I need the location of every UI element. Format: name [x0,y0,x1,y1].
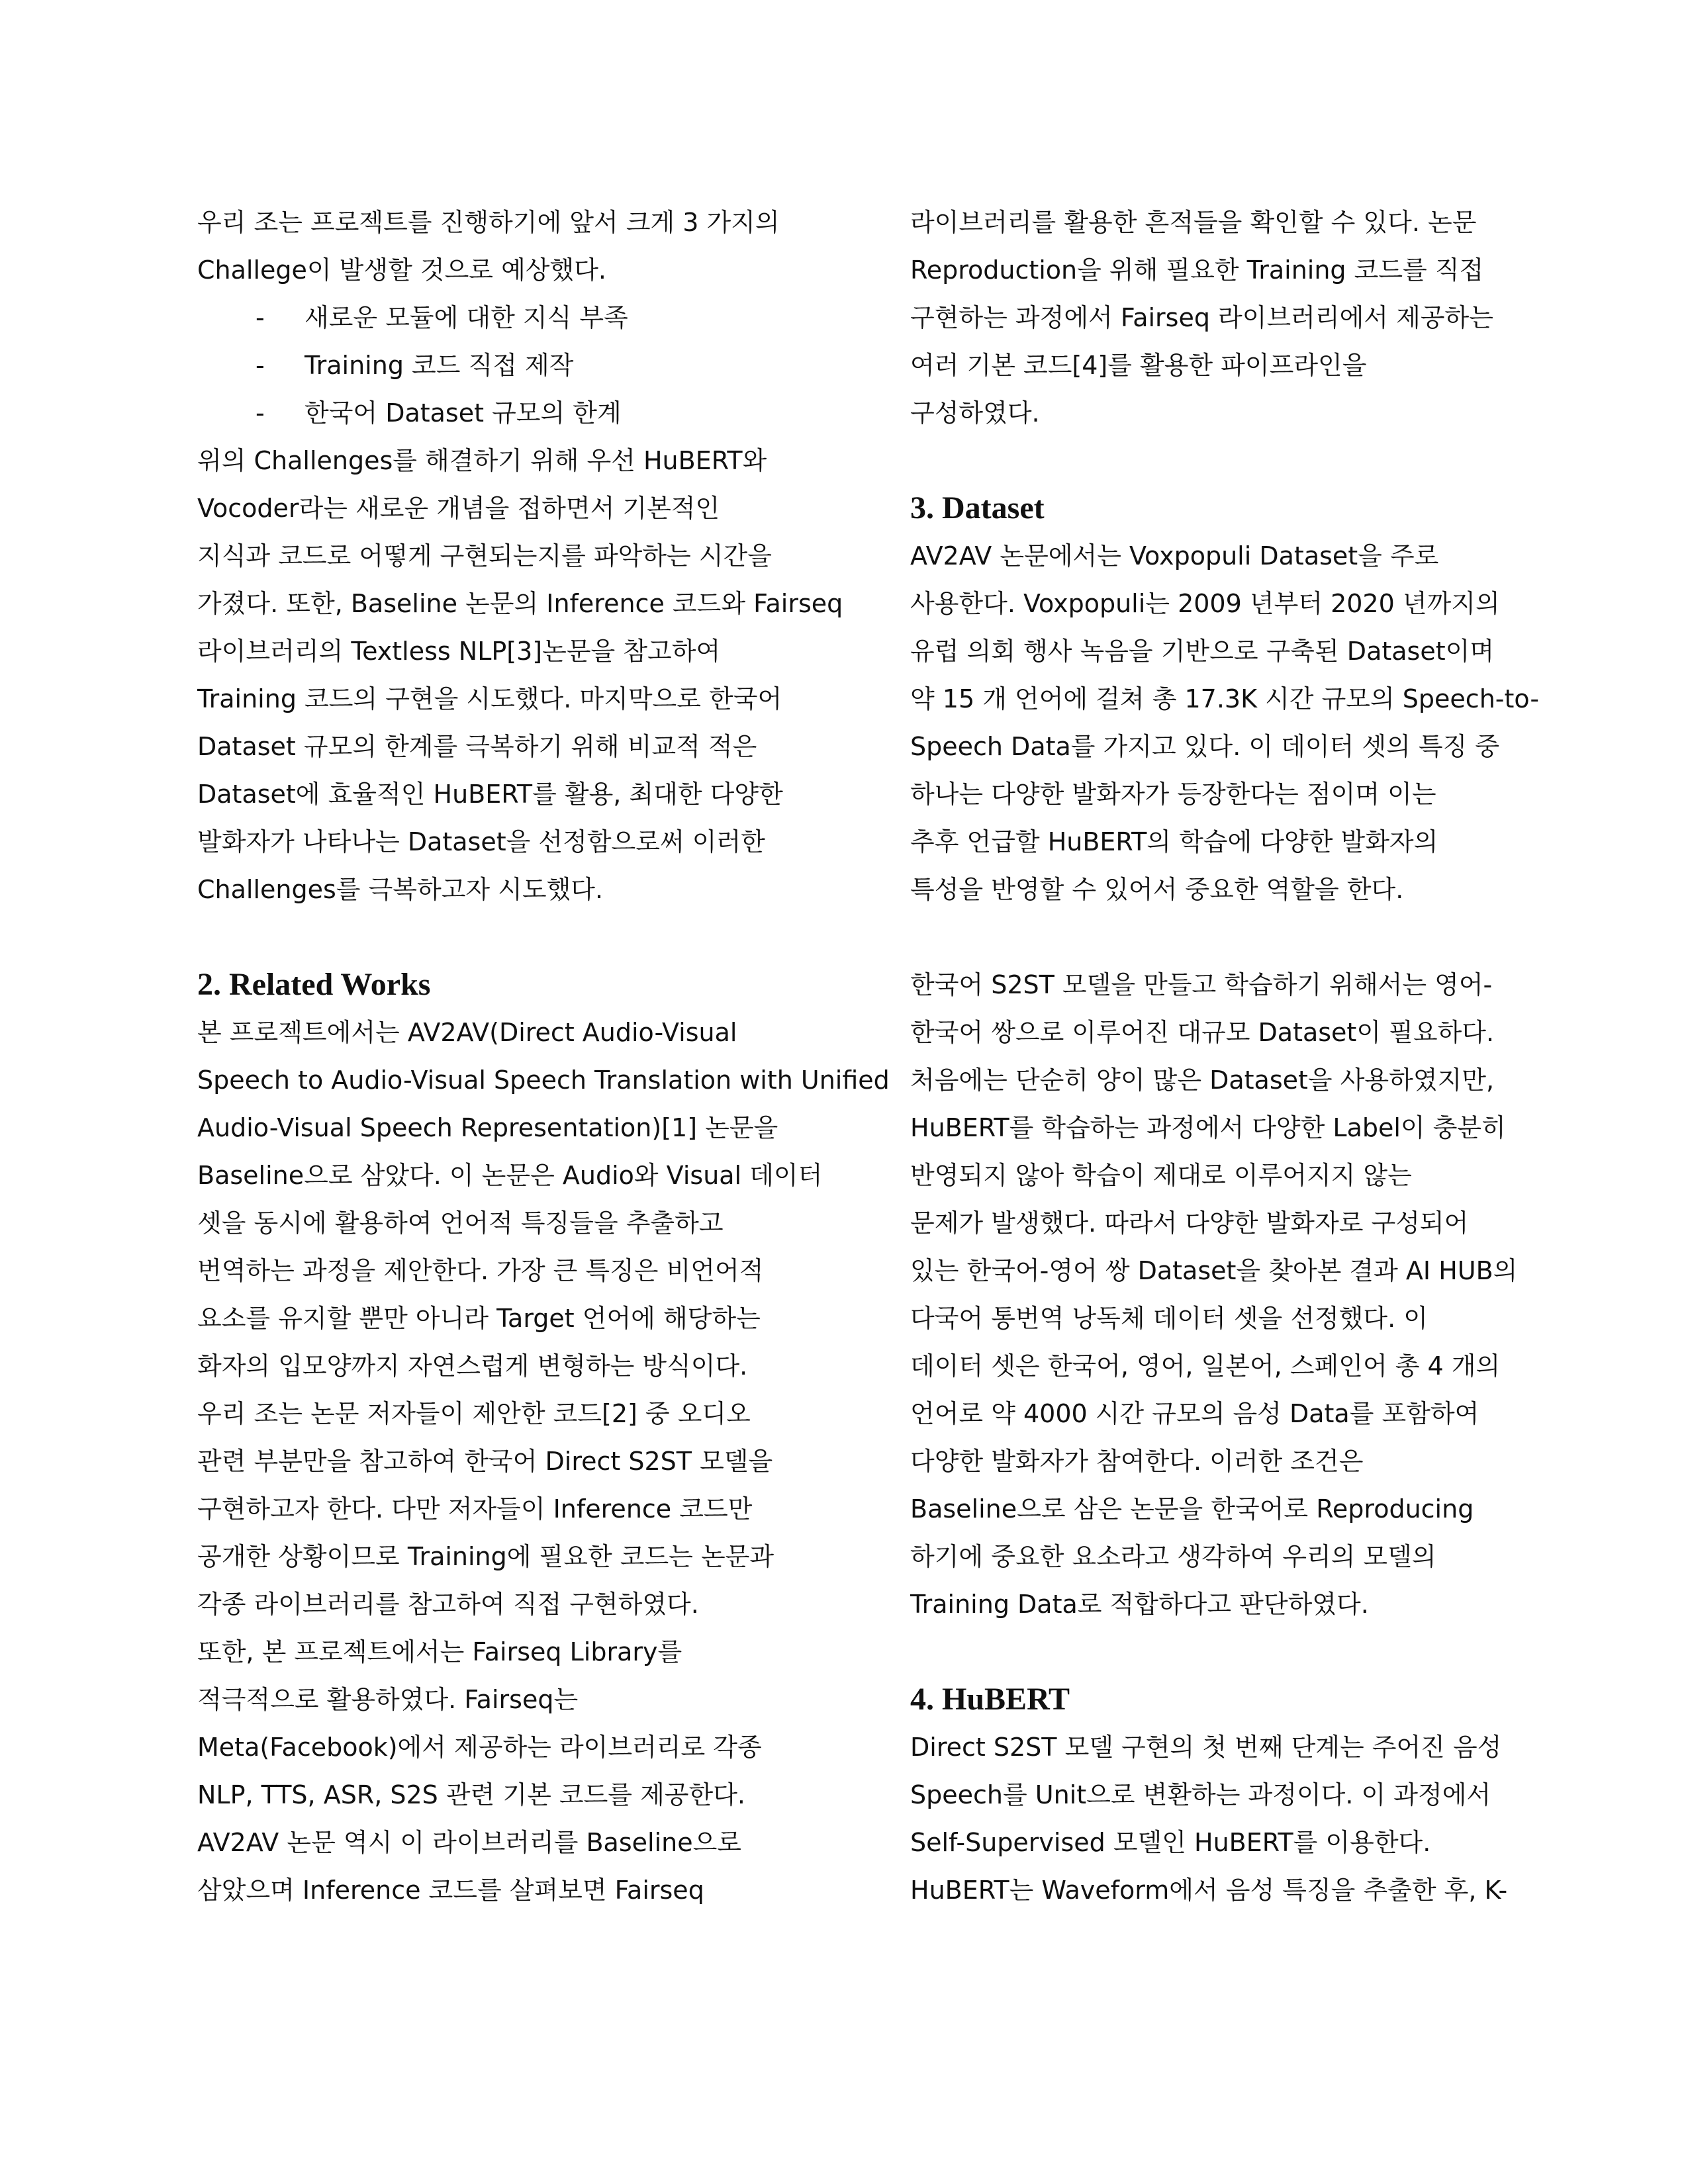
text-line: Challege이 발생할 것으로 예상했다. [197,255,607,285]
text-line: Training Data로 적합하다고 판단하였다. [910,1590,1369,1619]
text-line: 처음에는 단순히 양이 많은 Dataset을 사용하였지만, [910,1066,1495,1095]
text-line: 우리 조는 프로젝트를 진행하기에 앞서 크게 3 가지의 [197,208,780,237]
text-line: 삼았으며 Inference 코드를 살펴보면 Fairseq [197,1876,704,1905]
text-line: Baseline으로 삼았다. 이 논문은 Audio와 Visual 데이터 [197,1161,823,1190]
paragraph-gap [910,1628,1559,1676]
text-line: 라이브러리를 활용한 흔적들을 확인할 수 있다. 논문 [910,208,1477,237]
text-line: 지식과 코드로 어떻게 구현되는지를 파악하는 시간을 [197,541,772,570]
text-line: 유럽 의회 행사 녹음을 기반으로 구축된 Dataset이며 [910,637,1495,666]
paragraph-gap [910,913,1559,961]
text-line: 구현하고자 한다. 다만 저자들이 Inference 코드만 [197,1494,753,1524]
paragraph-gap [197,913,846,961]
text-line: 여러 기본 코드[4]를 활용한 파이프라인을 [910,351,1367,380]
text-line: 데이터 셋은 한국어, 영어, 일본어, 스페인어 총 4 개의 [910,1351,1501,1381]
text-line: 다양한 발화자가 참여한다. 이러한 조건은 [910,1447,1364,1476]
bullet-text: Training 코드 직접 제작 [305,351,574,380]
text-line: 구성하였다. [910,398,1040,428]
text-line: Self-Supervised 모델인 HuBERT를 이용한다. [910,1828,1431,1857]
text-line: Dataset에 효율적인 HuBERT를 활용, 최대한 다양한 [197,780,783,809]
text-line: HuBERT는 Waveform에서 음성 특징을 추출한 후, K- [910,1876,1508,1905]
text-line: Speech Data를 가지고 있다. 이 데이터 셋의 특징 중 [910,732,1500,761]
text-line: 화자의 입모양까지 자연스럽게 변형하는 방식이다. [197,1351,748,1381]
text-line: Speech to Audio-Visual Speech Translation with Unified [197,1066,890,1095]
text-line: 문제가 발생했다. 따라서 다양한 발화자로 구성되어 [910,1208,1469,1238]
bullet-item [197,341,846,389]
left-column [197,199,890,1914]
text-line: 각종 라이브러리를 참고하여 직접 구현하였다. [197,1590,699,1619]
text-line: 추후 언급할 HuBERT의 학습에 다양한 발화자의 [910,827,1438,856]
right-column [910,199,1559,1914]
text-line: 적극적으로 활용하였다. Fairseq는 [197,1685,579,1714]
text-line: 한국어 쌍으로 이루어진 대규모 Dataset이 필요하다. [910,1018,1495,1047]
text-line: 언어로 약 4000 시간 규모의 음성 Data를 포함하여 [910,1399,1479,1428]
text-line: 번역하는 과정을 제안한다. 가장 큰 특징은 비언어적 [197,1256,764,1285]
text-line: 특성을 반영할 수 있어서 중요한 역할을 한다. [910,875,1404,904]
bullet-item [197,294,846,341]
text-line: 한국어 S2ST 모델을 만들고 학습하기 위해서는 영어- [910,970,1493,999]
text-line: Speech를 Unit으로 변환하는 과정이다. 이 과정에서 [910,1780,1491,1809]
text-line: Baseline으로 삼은 논문을 한국어로 Reproducing [910,1494,1474,1524]
text-line: 하기에 중요한 요소라고 생각하여 우리의 모델의 [910,1542,1436,1571]
text-line: AV2AV 논문에서는 Voxpopuli Dataset을 주로 [910,541,1439,570]
text-line: 약 15 개 언어에 걸쳐 총 17.3K 시간 규모의 Speech-to- [910,684,1540,713]
bullet-text: 새로운 모듈에 대한 지식 부족 [305,303,628,332]
text-line: 요소를 유지할 뿐만 아니라 Target 언어에 해당하는 [197,1304,761,1333]
text-line: 본 프로젝트에서는 AV2AV(Direct Audio-Visual [197,1018,737,1047]
bullet-marker: - [256,303,265,332]
section-heading-dataset: 3. Dataset [910,490,1045,525]
text-line: 라이브러리의 Textless NLP[3]논문을 참고하여 [197,637,721,666]
text-line: AV2AV 논문 역시 이 라이브러리를 Baseline으로 [197,1828,742,1857]
text-line: 위의 Challenges를 해결하기 위해 우선 HuBERT와 [197,446,767,475]
bullet-text: 한국어 Dataset 규모의 한계 [305,398,622,428]
bullet-marker: - [256,398,265,428]
text-line: Reproduction을 위해 필요한 Training 코드를 직접 [910,255,1484,285]
text-line: Dataset 규모의 한계를 극복하기 위해 비교적 적은 [197,732,757,761]
bullet-marker: - [256,351,265,380]
paragraph-gap [910,437,1559,484]
text-line: Vocoder라는 새로운 개념을 접하면서 기본적인 [197,494,720,523]
text-line: 셋을 동시에 활용하여 언어적 특징들을 추출하고 [197,1208,724,1238]
section-heading-related-works: 2. Related Works [197,967,431,1002]
text-line: 구현하는 과정에서 Fairseq 라이브러리에서 제공하는 [910,303,1493,332]
text-line: Challenges를 극복하고자 시도했다. [197,875,604,904]
text-line: 반영되지 않아 학습이 제대로 이루어지지 않는 [910,1161,1412,1190]
text-line: 사용한다. Voxpopuli는 2009 년부터 2020 년까지의 [910,589,1500,618]
text-line: 관련 부분만을 참고하여 한국어 Direct S2ST 모델을 [197,1447,773,1476]
text-line: 공개한 상황이므로 Training에 필요한 코드는 논문과 [197,1542,774,1571]
text-line: Meta(Facebook)에서 제공하는 라이브러리로 각종 [197,1733,762,1762]
bullet-item [197,389,846,437]
text-line: 발화자가 나타나는 Dataset을 선정함으로써 이러한 [197,827,765,856]
text-line: 우리 조는 논문 저자들이 제안한 코드[2] 중 오디오 [197,1399,751,1428]
text-line: 가졌다. 또한, Baseline 논문의 Inference 코드와 Fairseq [197,589,843,618]
text-line: Training 코드의 구현을 시도했다. 마지막으로 한국어 [197,684,782,713]
section-heading-hubert: 4. HuBERT [910,1682,1070,1717]
text-line: NLP, TTS, ASR, S2S 관련 기본 코드를 제공한다. [197,1780,745,1809]
text-line: 다국어 통번역 낭독체 데이터 셋을 선정했다. 이 [910,1304,1429,1333]
text-line: Audio-Visual Speech Representation)[1] 논문을 [197,1113,778,1142]
text-line: HuBERT를 학습하는 과정에서 다양한 Label이 충분히 [910,1113,1506,1142]
text-line: 또한, 본 프로젝트에서는 Fairseq Library를 [197,1637,682,1666]
text-line: 하나는 다양한 발화자가 등장한다는 점이며 이는 [910,780,1436,809]
text-line: Direct S2ST 모델 구현의 첫 번째 단계는 주어진 음성 [910,1733,1502,1762]
text-line: 있는 한국어-영어 쌍 Dataset을 찾아본 결과 AI HUB의 [910,1256,1518,1285]
